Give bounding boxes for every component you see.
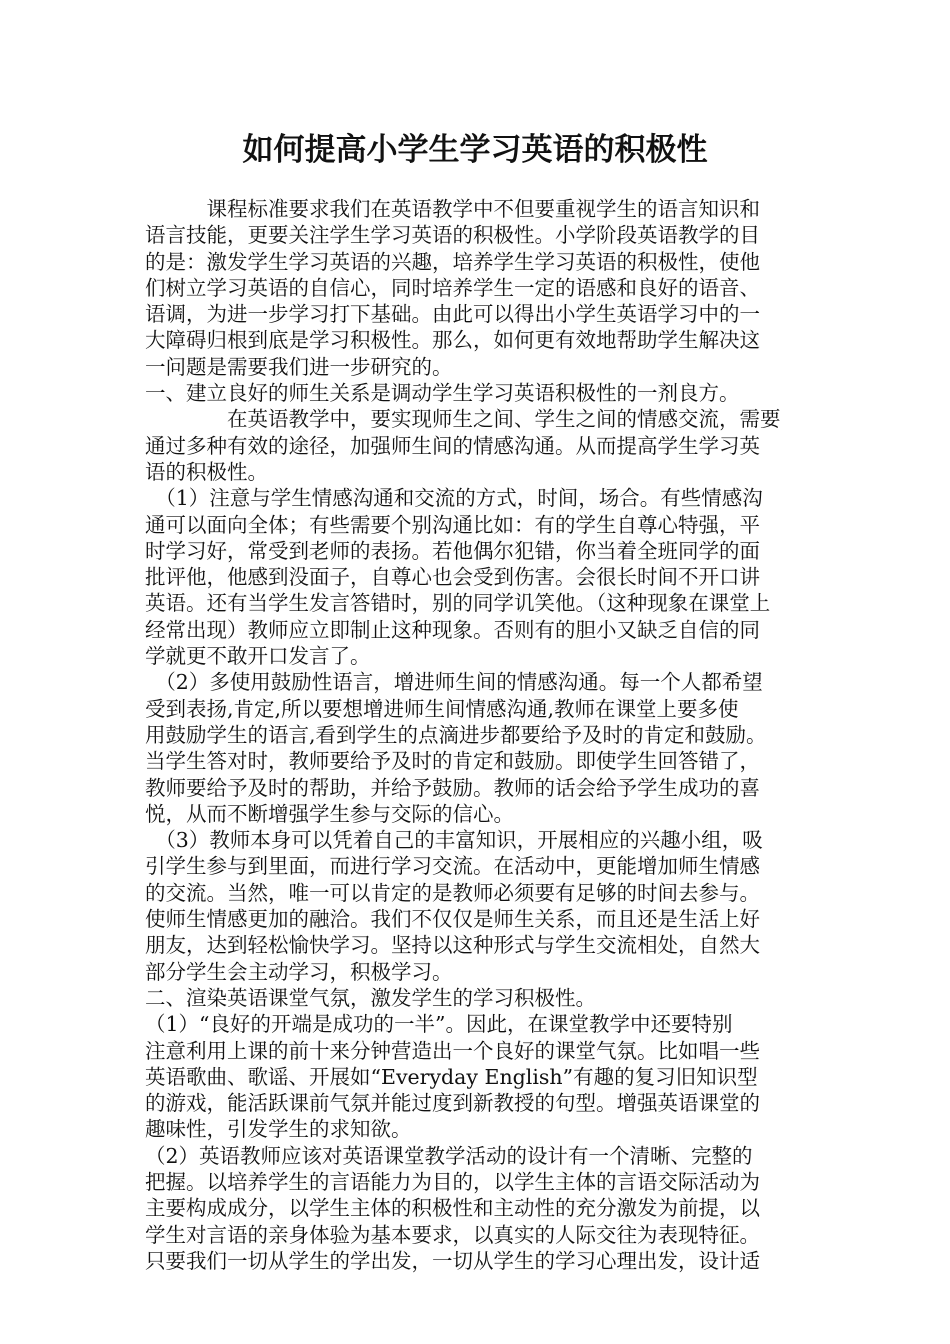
text-line: 语言技能，更要关注学生学习英语的积极性。小学阶段英语教学的目 [145, 223, 760, 248]
text-line: 教师要给予及时的帮助，并给予鼓励。教师的话会给予学生成功的喜 [145, 775, 760, 800]
text-line: （1）注意与学生情感沟通和交流的方式，时间，场合。有些情感沟 [145, 486, 763, 511]
text-line: （2）英语教师应该对英语课堂教学活动的设计有一个清晰、完整的 [145, 1143, 753, 1168]
text-line: 大障碍归根到底是学习积极性。那么，如何更有效地帮助学生解决这 [145, 328, 760, 353]
text-line: 的交流。当然，唯一可以肯定的是教师必须要有足够的时间去参与。 [145, 880, 760, 905]
text-line: 语的积极性。 [145, 459, 268, 484]
text-line: 课程标准要求我们在英语教学中不但要重视学生的语言知识和 [145, 197, 760, 221]
text-line: 的游戏，能活跃课前气氛并能过度到新教授的句型。增强英语课堂的 [145, 1091, 760, 1116]
text-line: 学就更不敢开口发言了。 [145, 644, 371, 669]
text-line: 受到表扬,肯定,所以要想增进师生间情感沟通,教师在课堂上要多使 [145, 696, 739, 721]
text-line: 英语歌曲、歌谣、开展如“Everyday English”有趣的复习旧知识型 [145, 1064, 758, 1089]
text-line: 二、渲染英语课堂气氛，激发学生的学习积极性。 [145, 985, 596, 1010]
text-line: （2）多使用鼓励性语言，增进师生间的情感沟通。每一个人都希望 [145, 670, 763, 695]
text-line: 只要我们一切从学生的学出发，一切从学生的学习心理出发，设计适 [145, 1248, 760, 1273]
text-line: 主要构成成分，以学生主体的积极性和主动性的充分激发为前提，以 [145, 1196, 760, 1221]
text-line: 悦，从而不断增强学生参与交际的信心。 [145, 801, 514, 826]
text-line: 在英语教学中，要实现师生之间、学生之间的情感交流，需要 [145, 407, 781, 432]
text-line: 英语。还有当学生发言答错时，别的同学讥笑他。（这种现象在课堂上 [145, 591, 771, 616]
text-line: 们树立学习英语的自信心，同时培养学生一定的语感和良好的语音、 [145, 275, 760, 300]
text-line: （1）“良好的开端是成功的一半”。因此，在课堂教学中还要特别 [145, 1012, 733, 1037]
text-line: 的是：激发学生学习英语的兴趣，培养学生学习英语的积极性，使他 [145, 249, 760, 274]
text-line: 趣味性，引发学生的求知欲。 [145, 1117, 412, 1142]
text-line: 朋友，达到轻松愉快学习。坚持以这种形式与学生交流相处，自然大 [145, 933, 760, 958]
text-line: 通过多种有效的途径，加强师生间的情感沟通。从而提高学生学习英 [145, 433, 760, 458]
document-body [145, 196, 825, 1274]
text-line: 注意利用上课的前十来分钟营造出一个良好的课堂气氛。比如唱一些 [145, 1038, 760, 1063]
text-line: （3）教师本身可以凭着自己的丰富知识，开展相应的兴趣小组，吸 [145, 828, 763, 853]
text-line: 使师生情感更加的融洽。我们不仅仅是师生关系，而且还是生活上好 [145, 907, 760, 932]
text-line: 一问题是需要我们进一步研究的。 [145, 354, 453, 379]
text-line: 部分学生会主动学习，积极学习。 [145, 959, 453, 984]
text-line: 一、建立良好的师生关系是调动学生学习英语积极性的一剂良方。 [145, 381, 740, 406]
text-line: 语调，为进一步学习打下基础。由此可以得出小学生英语学习中的一 [145, 302, 760, 327]
text-line: 学生对言语的亲身体验为基本要求，以真实的人际交往为表现特征。 [145, 1222, 760, 1247]
text-line: 批评他，他感到没面子，自尊心也会受到伤害。会很长时间不开口讲 [145, 565, 760, 590]
text-line: 时学习好，常受到老师的表扬。若他偶尔犯错，你当着全班同学的面 [145, 538, 760, 563]
text-line: 当学生答对时，教师要给予及时的肯定和鼓励。即使学生回答错了， [145, 749, 760, 774]
text-line: 用鼓励学生的语言,看到学生的点滴进步都要给予及时的肯定和鼓励。 [145, 722, 767, 747]
text-line: 把握。以培养学生的言语能力为目的，以学生主体的言语交际活动为 [145, 1169, 760, 1194]
text-line: 经常出现）教师应立即制止这种现象。否则有的胆小又缺乏自信的同 [145, 617, 760, 642]
text-line: 引学生参与到里面，而进行学习交流。在活动中，更能增加师生情感 [145, 854, 760, 879]
text-line: 通可以面向全体；有些需要个别沟通比如：有的学生自尊心特强，平 [145, 512, 760, 537]
document-title: 如何提高小学生学习英语的积极性 [242, 132, 708, 168]
